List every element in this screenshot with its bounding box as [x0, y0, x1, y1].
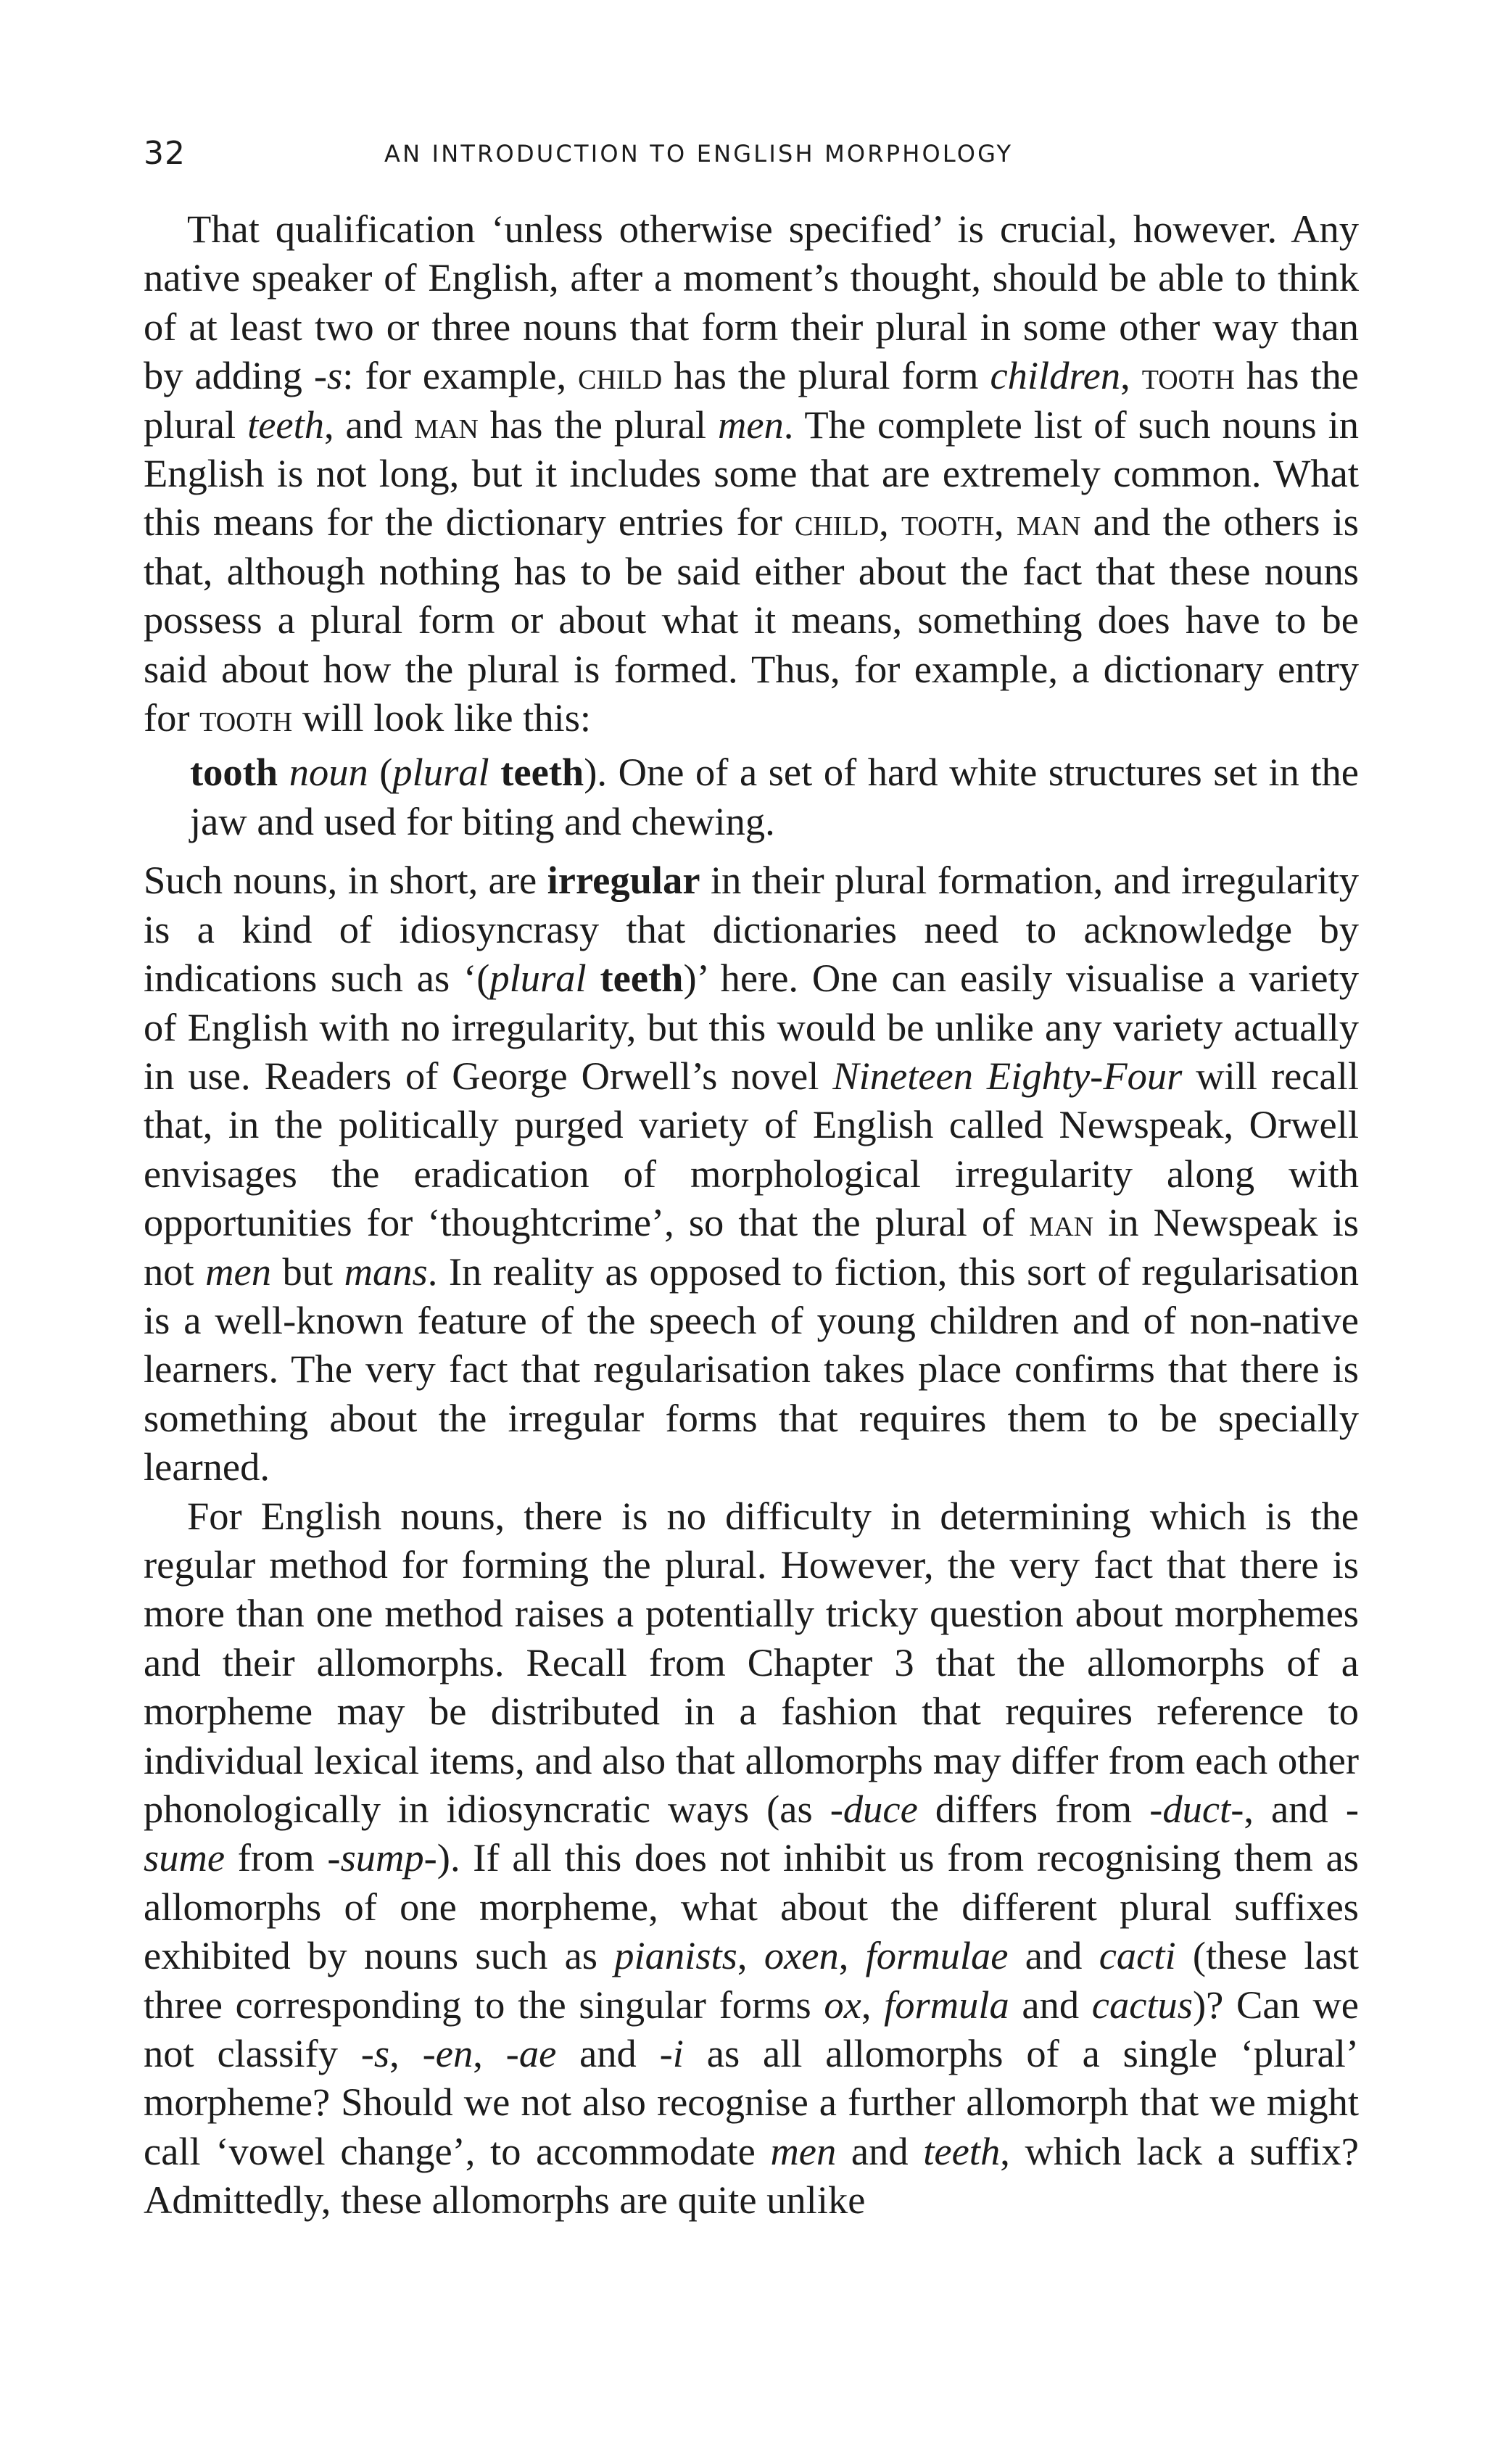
lexeme-man: man: [414, 402, 479, 447]
paragraph-2: Such nouns, in short, are irregular in their plural formation, and irregularity is a kind of idiosyncrasy that dictionaries need to acknowledge by indications such as ‘(plural teeth)’ here. One can easily visualise a variety of English with no irregularity, but this would be unlike any variety actually in use. Readers of George Orwell’s novel Nineteen Eighty-Four will recall that, in the politically purged variety of English called Newspeak, Orwell envisages the eradication of morphological irregularity along with opportunities for ‘thoughtcrime’, so that the plural of man in Newspeak is not men but mans. In reality as opposed to fiction, this sort of regularisation is a well-known feature of the speech of young children and of non-native learners. The very fact that regularisation takes place confirms that there is something about the irregular forms that requires them to be specially learned.: [144, 858, 1359, 1489]
body-text: [144, 204, 1359, 2225]
paragraph-1: That qualification ‘unless otherwise specified’ is crucial, however. Any native speaker of English, after a moment’s thought, should be able to think of at least two or three nouns that form their plural in some other way than by adding -s: for example, child has the plural form children, tooth has the plural teeth, and man has the plural men. The complete list of such nouns in English is not long, but it includes some that are extremely common. What this means for the dictionary entries for child, tooth, man and the others is that, although nothing has to be said either about the fact that these nouns possess a plural form or about what it means, something does have to be said about how the plural is formed. Thus, for example, a dictionary entry for tooth will look like this:: [144, 207, 1359, 740]
lexeme-child: child: [578, 353, 663, 398]
running-head-title: AN INTRODUCTION TO ENGLISH MORPHOLOGY: [384, 140, 1014, 168]
page-number: 32: [144, 135, 186, 172]
entry-plural-form: teeth: [500, 750, 584, 795]
running-head: [144, 135, 1359, 178]
book-title: Nineteen Eighty-Four: [832, 1053, 1183, 1098]
lexeme-tooth: tooth: [1141, 353, 1235, 398]
entry-part-of-speech: noun: [289, 750, 368, 795]
entry-definition: ). One of a set of hard white structures set in the jaw and used for biting and chewing.: [190, 750, 1359, 843]
term-irregular: irregular: [547, 858, 700, 903]
paragraph-3: For English nouns, there is no difficulty in determining which is the regular method for forming the plural. However, the very fact that there is more than one method raises a potentially tricky question about morphemes and their allomorphs. Recall from Chapter 3 that the allomorphs of a morpheme may be distributed in a fashion that requires reference to individual lexical items, and also that allomorphs may differ from each other phonologically in idiosyncratic ways (as -duce differs from -duct-, and -sume from -sump-). If all this does not inhibit us from recognising them as allomorphs of one morpheme, what about the different plural suffixes exhibited by nouns such as pianists, oxen, formulae and cacti (these last three corresponding to the singular forms ox, formula and cactus)? Can we not classify -s, -en, -ae and -i as all allomorphs of a single ‘plural’ morpheme? Should we not also recognise a further allomorph that we might call ‘vowel change’, to accommodate men and teeth, which lack a suffix? Admittedly, these allomorphs are quite unlike: [144, 1493, 1360, 2223]
dictionary-entry: tooth noun (plural teeth). One of a set of hard white structures set in the jaw and used for biting and chewing.: [190, 750, 1359, 843]
entry-headword: tooth: [190, 750, 278, 795]
